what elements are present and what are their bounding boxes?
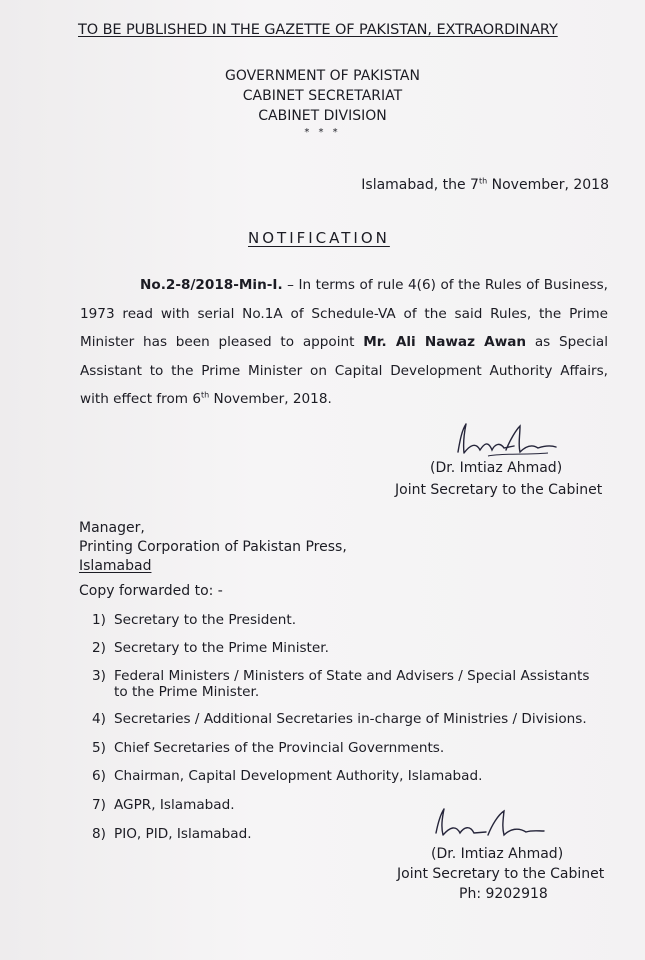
copy-list-item-continuation: to the Prime Minister. (114, 684, 260, 700)
copy-list-item-number: 1) (92, 612, 106, 628)
copy-list-item-text: Secretary to the Prime Minister. (114, 640, 329, 656)
copy-list-item-text: Chief Secretaries of the Provincial Governments. (114, 740, 445, 756)
copy-list-item-number: 4) (92, 711, 106, 727)
notification-number: No.2-8/2018-Min-I. (140, 277, 283, 293)
signature-2-title: Joint Secretary to the Cabinet (397, 866, 605, 882)
copy-list-item-number: 3) (92, 668, 106, 684)
copy-list-item (92, 740, 612, 756)
addressee-line-3: Islamabad (79, 558, 152, 574)
copy-list-item-text: Secretary to the President. (114, 612, 297, 628)
addressee-line-1: Manager, (79, 520, 145, 536)
copy-list-item-text: PIO, PID, Islamabad. (114, 826, 252, 842)
addressee-line-2: Printing Corporation of Pakistan Press, (79, 539, 347, 555)
copy-list-item (92, 668, 612, 700)
signature-1-name: (Dr. Imtiaz Ahmad) (430, 460, 563, 476)
copy-list-item-text: Chairman, Capital Development Authority, Islamabad. (114, 768, 483, 784)
copy-list-item (92, 612, 612, 628)
appointee-name: Mr. Ali Nawaz Awan (363, 334, 527, 350)
signature-2-name: (Dr. Imtiaz Ahmad) (431, 846, 564, 862)
copy-list-item-number: 8) (92, 826, 106, 842)
copy-list-item-number: 2) (92, 640, 106, 656)
addressee-block (79, 519, 347, 576)
secretariat-heading: CABINET SECRETARIAT (242, 88, 403, 104)
place-date: Islamabad, the 7th November, 2018 (361, 176, 609, 193)
notification-title: NOTIFICATION (248, 229, 390, 247)
copy-list-item-text: Federal Ministers / Ministers of State and Advisers / Special Assistants (114, 668, 590, 684)
copy-forwarded-heading: Copy forwarded to: - (79, 583, 223, 599)
government-heading: GOVERNMENT OF PAKISTAN (224, 68, 420, 84)
copy-list-item-number: 7) (92, 797, 106, 813)
division-heading: CABINET DIVISION (258, 108, 387, 124)
copy-list-item-number: 6) (92, 768, 106, 784)
signature-2-handwriting (428, 805, 558, 845)
copy-list-item (92, 768, 612, 784)
signature-2-phone: Ph: 9202918 (459, 886, 548, 902)
copy-list-item-text: AGPR, Islamabad. (114, 797, 235, 813)
copy-list-item (92, 711, 612, 727)
signature-1-title: Joint Secretary to the Cabinet (395, 482, 603, 498)
header-stars: * * * (304, 127, 341, 138)
copy-list-item-number: 5) (92, 740, 106, 756)
gazette-heading: TO BE PUBLISHED IN THE GAZETTE OF PAKISTAN, EXTRAORDINARY (78, 22, 558, 38)
notification-body: No.2-8/2018-Min-I. – In terms of rule 4(6) of the Rules of Business, 1973 read with serial No.1A of Schedule-VA of the said Rules, the Prime Minister has been pleased to appoint Mr. Ali Nawaz Awan as Special Assistant to the Prime Minister on Capital Development Authority Affairs, with effect from 6th November, 2018. (80, 277, 608, 407)
copy-list-item-text: Secretaries / Additional Secretaries in-charge of Ministries / Divisions. (114, 711, 587, 727)
copy-list-item (92, 640, 612, 656)
signature-1-handwriting (448, 420, 568, 462)
